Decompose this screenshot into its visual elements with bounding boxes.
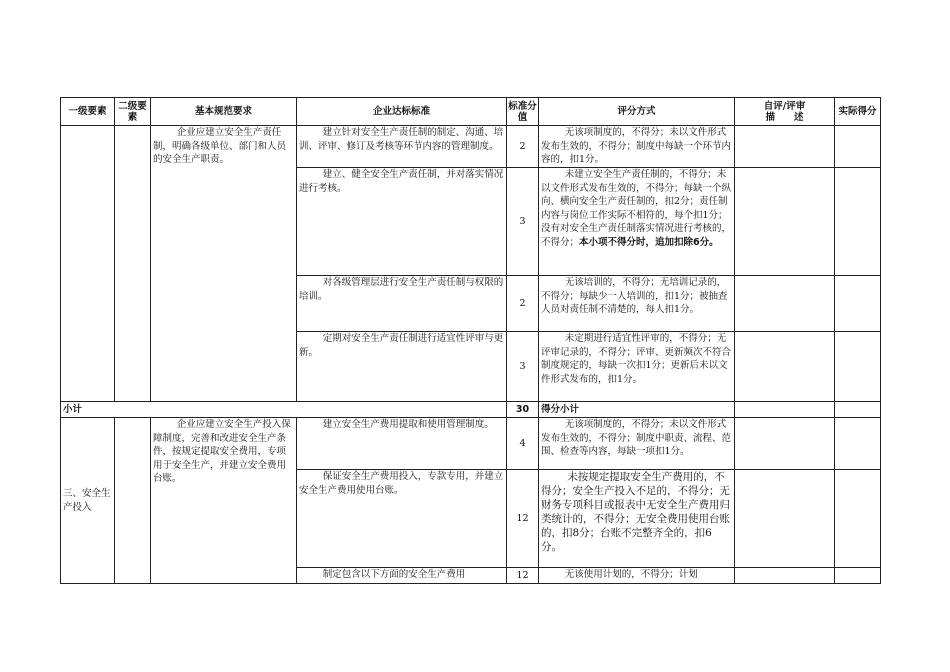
- subtotal-score: 30: [507, 402, 539, 418]
- requirement-cell: 企业应建立安全生产投入保障制度，完善和改进安全生产条件，按规定提取安全费用，专项用于安全生产，并建立安全费用台账。: [151, 418, 297, 584]
- score-cell: 12: [507, 470, 539, 568]
- level1-cell: 三、安全生产投入: [61, 418, 115, 584]
- method-cell: 无该培训的，不得分；无培训记录的，不得分；每缺少一人培训的，扣1分；被抽查人员对责任制不清楚的，每人扣1分。: [539, 276, 735, 332]
- method-cell: 未按规定提取安全生产费用的，不得分；安全生产投入不足的，不得分；无财务专项科目或报表中无安全生产费用归类统计的，不得分；无安全费用使用台账的，扣8分；台账不完整齐全的，扣6分。: [539, 470, 735, 568]
- method-cell: 无该项制度的，不得分；未以文件形式发布生效的，不得分；制度中职责、流程、范围、检查等内容，每缺一项扣1分。: [539, 418, 735, 470]
- header-level1: 一级要素: [61, 98, 115, 126]
- header-review-line2: 描 述: [765, 111, 804, 123]
- standard-cell: 建立、健全安全生产责任制，并对落实情况进行考核。: [297, 168, 507, 276]
- review-cell: [735, 126, 835, 168]
- actual-score-cell: [835, 332, 881, 402]
- actual-score-cell: [835, 402, 881, 418]
- requirement-cell: 企业应建立安全生产责任制，明确各级单位、部门和人员的安全生产职责。: [151, 126, 297, 402]
- score-cell: 3: [507, 332, 539, 402]
- standard-cell: 制定包含以下方面的安全生产费用: [297, 568, 507, 584]
- actual-score-cell: [835, 126, 881, 168]
- table-row: [61, 126, 881, 168]
- table-row: [61, 418, 881, 470]
- header-actual: 实际得分: [835, 98, 881, 126]
- subtotal-label: 小计: [61, 402, 507, 418]
- score-cell: 2: [507, 126, 539, 168]
- score-cell: 4: [507, 418, 539, 470]
- standard-cell: 建立安全生产费用提取和使用管理制度。: [297, 418, 507, 470]
- review-cell: [735, 276, 835, 332]
- actual-score-cell: [835, 470, 881, 568]
- method-cell: [539, 168, 735, 276]
- level2-cell: [115, 418, 151, 584]
- actual-score-cell: [835, 418, 881, 470]
- standard-cell: 保证安全生产费用投入，专款专用，并建立安全生产费用使用台账。: [297, 470, 507, 568]
- standard-cell: 对各级管理层进行安全生产责任制与权限的培训。: [297, 276, 507, 332]
- review-cell: [735, 470, 835, 568]
- method-penalty: 本小项不得分时，追加扣除6分。: [579, 236, 719, 248]
- review-cell: [735, 418, 835, 470]
- method-cell: 未定期进行适宜性评审的，不得分；无评审记录的，不得分；评审、更新频次不符合制度规定的，每缺一次扣1分；更新后未以文件形式发布的，扣1分。: [539, 332, 735, 402]
- level2-cell: [115, 126, 151, 402]
- review-cell: [735, 168, 835, 276]
- header-method: 评分方式: [539, 98, 735, 126]
- review-cell: [735, 568, 835, 584]
- subtotal-row: [61, 402, 881, 418]
- subtotal-text: 得分小计: [539, 402, 735, 418]
- score-cell: 12: [507, 568, 539, 584]
- score-cell: 3: [507, 168, 539, 276]
- review-cell: [735, 332, 835, 402]
- header-row: [61, 98, 881, 126]
- method-text: 未建立安全生产责任制的，不得分；未以文件形式发布生效的，不得分；每缺一个纵向、横向安全生产责任制的，扣2分；责任制内容与岗位工作实际不相符的，每个扣1分；没有对安全生产责任制落实情况进行考核的，不得分；: [541, 169, 732, 248]
- actual-score-cell: [835, 568, 881, 584]
- header-standard: 企业达标标准: [297, 98, 507, 126]
- review-cell: [735, 402, 835, 418]
- header-requirement: 基本规范要求: [151, 98, 297, 126]
- header-score: 标准分值: [507, 98, 539, 126]
- standard-cell: 定期对安全生产责任制进行适宜性评审与更新。: [297, 332, 507, 402]
- standards-table: [60, 97, 881, 584]
- score-cell: 2: [507, 276, 539, 332]
- method-cell: 无该项制度的，不得分；未以文件形式发布生效的，不得分；制度中每缺一个环节内容的，扣1分。: [539, 126, 735, 168]
- header-level2: 二级要素: [115, 98, 151, 126]
- level1-cell: [61, 126, 115, 402]
- actual-score-cell: [835, 168, 881, 276]
- standard-cell: 建立针对安全生产责任制的制定、沟通、培训、评审、修订及考核等环节内容的管理制度。: [297, 126, 507, 168]
- header-review: [735, 98, 835, 126]
- actual-score-cell: [835, 276, 881, 332]
- method-cell: 无该使用计划的，不得分；计划: [539, 568, 735, 584]
- header-review-line1: 自评/评审: [763, 100, 806, 112]
